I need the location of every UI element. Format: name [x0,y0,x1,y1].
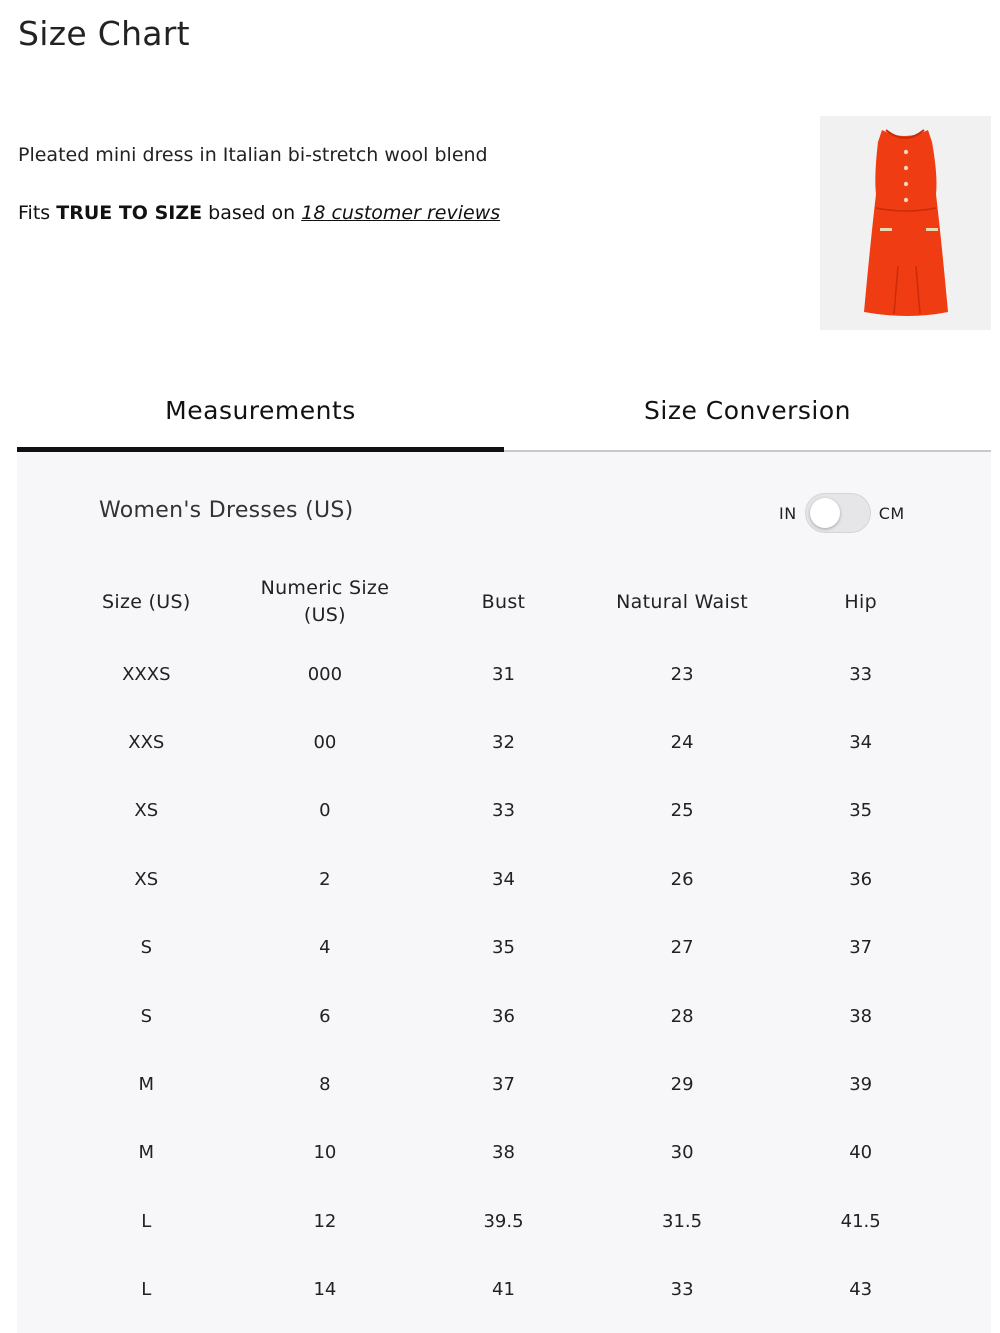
cell-natural-waist: 31.5 [662,1210,703,1232]
cell-size: XS [134,868,159,890]
cell-hip: 34 [849,732,873,754]
cell-hip: 39 [849,1074,873,1096]
cell-size: XS [134,800,159,822]
cell-natural-waist: 27 [670,937,694,959]
cell-size: S [140,1005,153,1027]
cell-bust: 37 [492,1074,515,1096]
cell-bust: 38 [492,1142,515,1164]
col-header-natural-waist: Natural Waist [616,590,749,613]
cell-size: L [141,1279,152,1301]
cell-numeric-size: 6 [319,1005,331,1027]
table-row [57,708,950,776]
cell-bust: 36 [492,1005,515,1027]
cell-numeric-size: 000 [307,663,343,685]
cell-size: M [138,1074,155,1096]
cell-numeric-size: 2 [319,868,331,890]
cell-bust: 39.5 [483,1210,524,1232]
cell-hip: 33 [849,663,873,685]
cell-hip: 37 [849,937,873,959]
cell-hip: 41.5 [840,1210,881,1232]
cell-size: XXXS [122,663,171,685]
cell-numeric-size: 10 [313,1142,337,1164]
dress-shape [864,130,948,316]
cell-size: S [140,937,153,959]
col-header-size: Size (US) [102,590,191,613]
unit-label-in: IN [779,503,797,523]
cell-numeric-size: 4 [319,937,331,959]
col-header-hip: Hip [844,590,877,613]
table-row [57,914,950,982]
tab-size-conversion[interactable]: Size Conversion [644,396,851,425]
product-description: Pleated mini dress in Italian bi-stretch wool blend [18,144,488,166]
table-header-row [57,564,950,640]
cell-hip: 40 [849,1142,873,1164]
cell-natural-waist: 28 [670,1005,694,1027]
cell-hip: 35 [849,800,873,822]
col-header-bust: Bust [481,590,526,613]
cell-hip: 36 [849,868,873,890]
cell-size: L [141,1210,152,1232]
unit-toggle [779,491,905,535]
cell-bust: 33 [492,800,515,822]
cell-natural-waist: 25 [670,800,694,822]
cell-bust: 34 [492,868,515,890]
cell-natural-waist: 33 [670,1279,694,1301]
reviews-link[interactable]: 18 customer reviews [301,202,501,224]
table-row [57,1119,950,1187]
dress-illustration [820,116,991,330]
table-row [57,640,950,708]
size-chart-tabs [17,380,991,452]
cell-hip: 43 [849,1279,873,1301]
cell-numeric-size: 14 [313,1279,337,1301]
cell-natural-waist: 26 [670,868,694,890]
col-header-numeric-size: Numeric Size (US) [260,577,390,626]
fit-summary [18,202,500,224]
table-body [57,640,950,1324]
cell-natural-waist: 30 [670,1142,694,1164]
cell-numeric-size: 12 [313,1210,337,1232]
cell-size: M [138,1142,155,1164]
cell-natural-waist: 29 [670,1074,694,1096]
cell-numeric-size: 00 [313,732,337,754]
cell-numeric-size: 0 [319,800,331,822]
cell-hip: 38 [849,1005,873,1027]
measurements-panel [17,452,991,1333]
size-table [57,564,950,1324]
switch-knob [810,498,840,528]
table-row [57,982,950,1050]
product-image [820,116,991,330]
table-row [57,1050,950,1118]
cell-bust: 32 [492,732,515,754]
table-row [57,1187,950,1255]
table-row [57,845,950,913]
unit-switch[interactable] [805,493,871,533]
category-title: Women's Dresses (US) [99,498,354,523]
unit-label-cm: CM [878,503,905,523]
cell-bust: 31 [492,663,515,685]
table-row [57,1256,950,1324]
cell-natural-waist: 23 [670,663,694,685]
page-title: Size Chart [18,14,190,53]
cell-numeric-size: 8 [319,1074,331,1096]
cell-bust: 35 [492,937,515,959]
cell-natural-waist: 24 [670,732,694,754]
cell-size: XXS [128,732,165,754]
fit-value: TRUE TO SIZE [56,202,203,224]
cell-bust: 41 [492,1279,515,1301]
fit-prefix: Fits [18,202,51,224]
tab-measurements[interactable]: Measurements [17,380,504,452]
fit-middle: based on [208,202,296,224]
table-row [57,777,950,845]
